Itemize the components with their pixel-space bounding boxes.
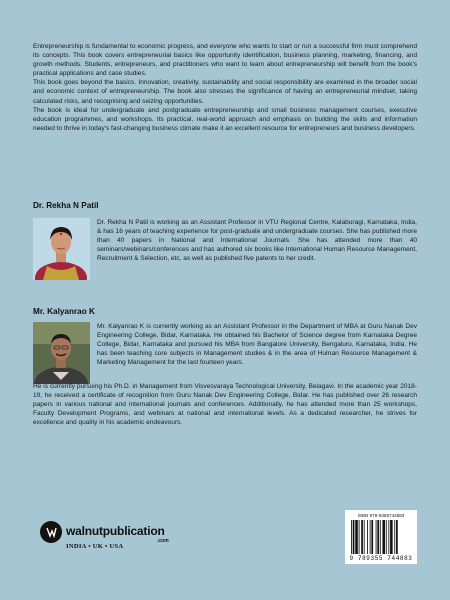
publisher-logo-suffix: .com: [157, 538, 169, 544]
author2-photo: [33, 322, 90, 384]
blurb-paragraph-1: Entrepreneurship is fundamental to economic progress, and everyone who wants to start or run a successful firm must comprehend its concepts. This book covers entrepreneurial basics like opportunity identification, business planning, marketing, financing, and growth methods. Students, entrepreneurs, and practitioners who want to learn about entrepreneurship will benefit from the book's practical applications and case studies.: [33, 43, 417, 78]
publisher-regions: INDIA • UK • USA: [66, 543, 124, 550]
isbn-label: ISBN 978-9355744883: [357, 513, 405, 518]
author1-bio: Dr. Rekha N Patil is working as an Assistant Professor in VTU Regional Centre, Kalaburagi, Karnataka, India, & has 16 years of teaching experience for post-graduate and undergraduate courses. She has published more than 40 papers in National and International Journals. She has attended more than 40 seminars/webinars/conferences and has authored six books like International Human Resource Management, Recruitment & Selection, etc, as well as published five patents to her credit.: [97, 219, 417, 263]
author2-bio-part1: Mr. Kalyanrao K is currently working as an Assistant Professor in the Department of MBA at Guru Nanak Dev Engineering College, Bidar, Karnataka. He obtained his Bachelor of Science degree from Karnataka Degree College, Bidar, Karnataka and pursued his MBA from Bangalore University, Bengaluru, Karnataka, India. He has been teaching core subjects in Management studies & in the area of Human Resource Management & Marketing Management for the last fourteen years.: [97, 323, 417, 367]
walnut-logo-icon: [40, 521, 62, 543]
book-blurb: [33, 42, 417, 133]
author1-name: Dr. Rekha N Patil: [33, 201, 99, 210]
author2-name: Mr. Kalyanrao K: [33, 307, 95, 316]
publisher-logo-text: walnutpublication: [66, 524, 165, 538]
author1-photo: [33, 218, 90, 280]
blurb-paragraph-3: The book is ideal for undergraduate and postgraduate entrepreneurship and small business management courses, executive education programmes, and workshops. Its practical, real-world approach and emphasis on building the skills and information needed to thrive in today's fast-changing business climate make it an excellent resource for entrepreneurs and business developers.: [33, 106, 417, 132]
isbn-barcode: [345, 510, 417, 564]
publisher-logo: [40, 521, 200, 561]
author2-bio-part2: He is currently pursuing his Ph.D. in Management from Visvesvaraya Technological University, Belagavi. In the academic year 2018-19, he received a certificate of recognition from Guru Nanak Dev Engineering College, Bidar. He has published over 26 research papers in various national and international journals and conferences. Additionally, he has attended more than 25 workshops, Faculty Development Programs, and webinars at national and international levels. As a dedicated researcher, he strives for excellence and quality in his academic endeavours.: [33, 383, 417, 427]
isbn-number: 9 789355 744883: [349, 555, 413, 562]
barcode-bars: [351, 520, 411, 554]
blurb-paragraph-2: This book goes beyond the basics. Innovation, creativity, sustainability and social responsibility are examined in the broader social and economic context of entrepreneurship. The book also stresses the significance of having an entrepreneurial mindset, taking calculated risks, and recognising and seizing opportunities.: [33, 79, 417, 105]
